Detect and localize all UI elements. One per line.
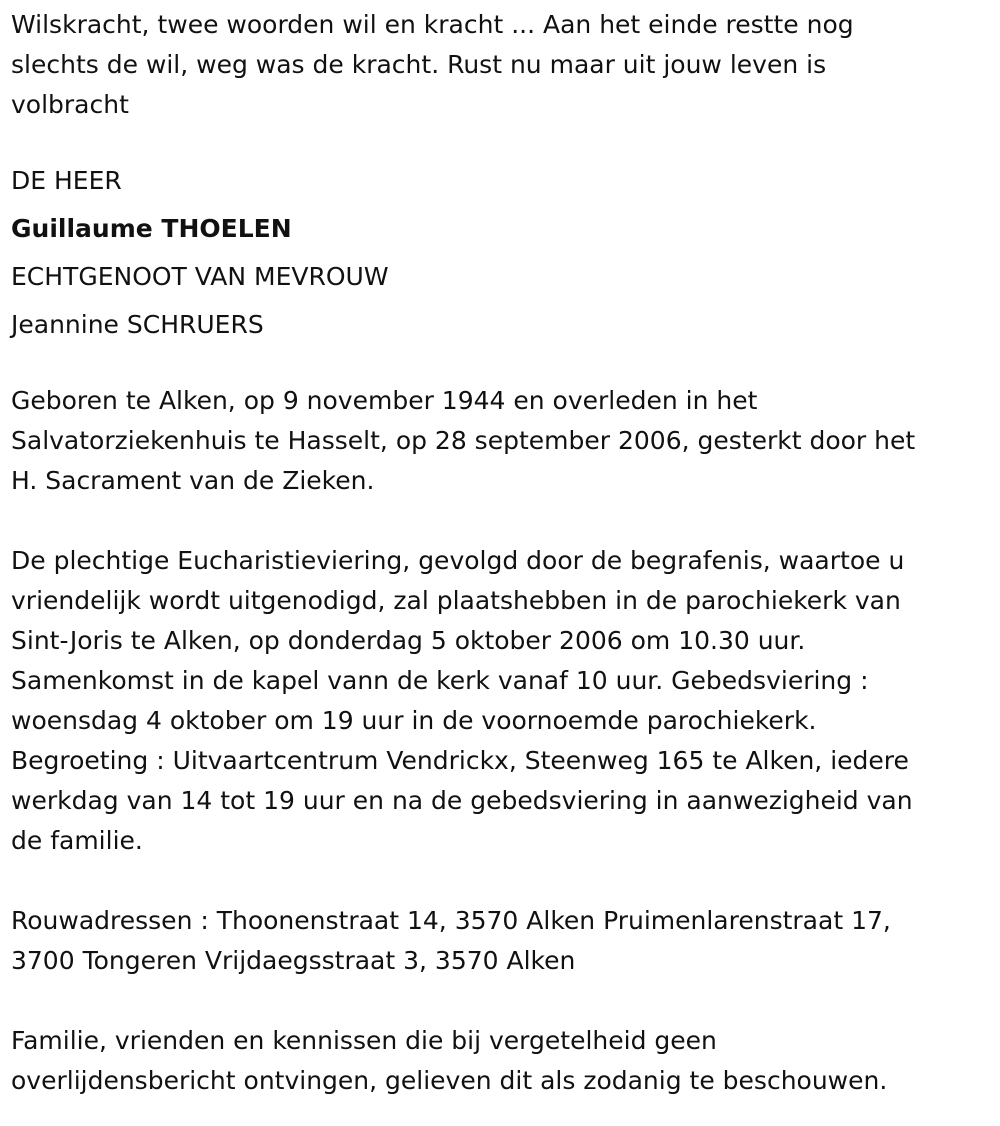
spouse-label: ECHTGENOOT VAN MEVROUW xyxy=(11,262,389,291)
spacer xyxy=(11,501,991,541)
spacer xyxy=(11,981,991,1021)
spacer xyxy=(11,349,991,381)
addresses-paragraph: Rouwadressen : Thoonenstraat 14, 3570 Alken Pruimenlarenstraat 17, 3700 Tongeren Vrijdaegsstraat 3, 3570 Alken xyxy=(11,906,891,975)
title-prefix: DE HEER xyxy=(11,166,122,195)
birth-death-paragraph: Geboren te Alken, op 9 november 1944 en overleden in het Salvatorziekenhuis te Hasselt, op 28 september 2006, gesterkt door het H. Sacrament van de Zieken. xyxy=(11,386,916,495)
obituary-document xyxy=(11,5,991,1101)
closing-paragraph: Familie, vrienden en kennissen die bij vergetelheid geen overlijdensbericht ontvingen, gelieven dit als zodanig te beschouwen. xyxy=(11,1026,888,1095)
spouse-name: Jeannine SCHRUERS xyxy=(11,310,264,339)
quote-paragraph: Wilskracht, twee woorden wil en kracht ... Aan het einde restte nog slechts de wil, weg was de kracht. Rust nu maar uit jouw leven is volbracht xyxy=(11,10,854,119)
spacer xyxy=(11,125,991,157)
deceased-name: Guillaume THOELEN xyxy=(11,214,292,243)
ceremony-paragraph: De plechtige Eucharistieviering, gevolgd door de begrafenis, waartoe u vriendelijk wordt uitgenodigd, zal plaatshebben in de parochiekerk van Sint-Joris te Alken, op donderdag 5 oktober 2006 om 10.30 uur. Samenkomst in de kapel vann de kerk vanaf 10 uur. Gebedsviering : woensdag 4 oktober om 19 uur in de voornoemde parochiekerk. Begroeting : Uitvaartcentrum Vendrickx, Steenweg 165 te Alken, iedere werkdag van 14 tot 19 uur en na de gebedsviering in aanwezigheid van de familie. xyxy=(11,546,913,855)
spacer xyxy=(11,861,991,901)
